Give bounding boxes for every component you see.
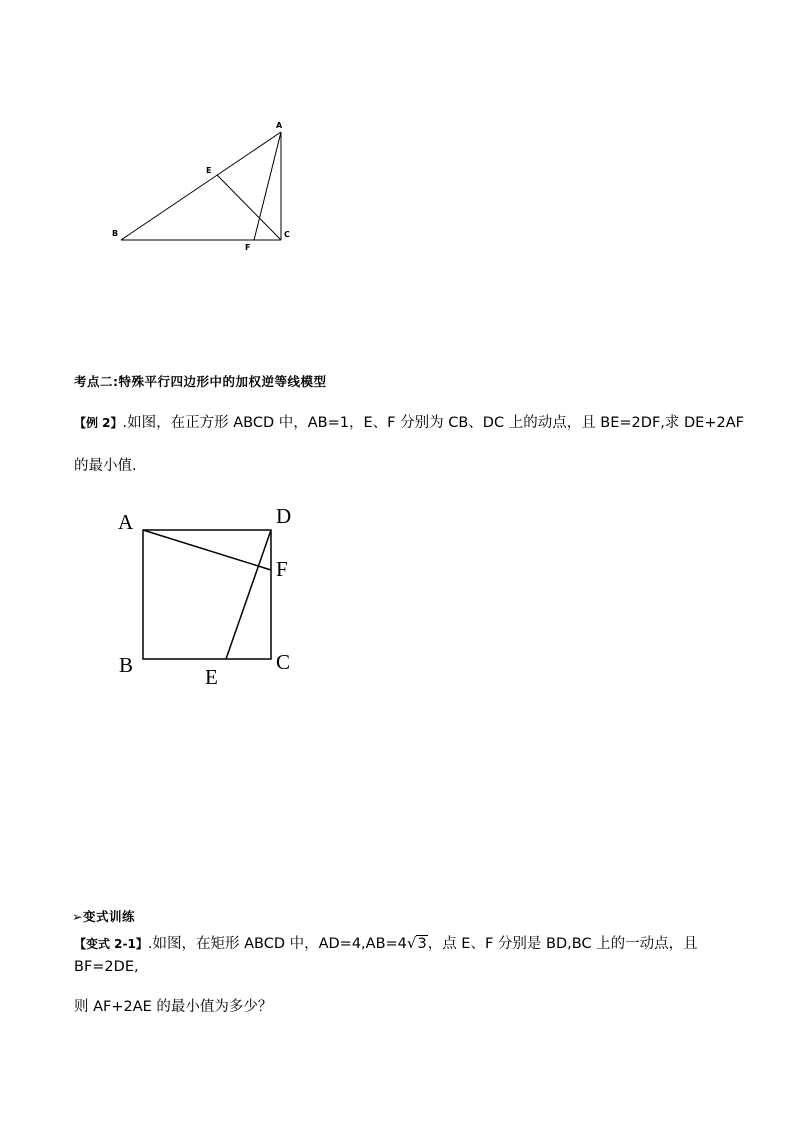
example-tag: 【例 2】 [74,416,123,430]
variant-text-b: ，点 E、F 分别是 BD,BC 上的一动点，且 [427,936,698,952]
label-f: F [245,243,251,252]
triangle-figure [100,110,310,260]
label-c: C [284,230,290,239]
label-b: B [119,653,134,677]
segment-ab [121,132,281,240]
segment-af [143,530,271,570]
label-b: B [112,229,119,238]
variant-heading-text: 变式训练 [82,909,135,924]
example-text: .如图，在正方形 ABCD 中，AB=1，E、F 分别为 CB、DC 上的动点，且 BE=2DF,求 DE+2AF [122,415,744,431]
arrow-marker-icon: ➢ [72,909,83,924]
segment-ec [217,175,281,240]
segment-de [226,530,271,659]
variant-line-1 [74,933,698,954]
label-c: C [276,650,291,674]
label-a: A [276,121,283,130]
variant-heading [72,907,135,925]
label-e: E [206,166,212,175]
sqrt-icon: √ [406,934,417,952]
variant-tag: 【变式 2-1】 [74,937,148,951]
label-a: A [118,510,134,534]
variant-line-3: 则 AF+2AE 的最小值为多少？ [74,999,273,1015]
square-figure [110,500,320,690]
variant-line-2: BF=2DE, [74,959,139,975]
label-e: E [205,665,218,689]
section-heading: 考点二:特殊平行四边形中的加权逆等线模型 [74,374,327,389]
example-2-line-1 [74,413,744,433]
example-2-line-2: 的最小值. [74,458,137,474]
label-d: D [276,504,292,528]
segment-af [254,132,281,240]
label-f: F [276,557,288,581]
sqrt-argument: 3 [417,936,427,952]
variant-text-a: .如图，在矩形 ABCD 中，AD=4,AB=4 [147,936,407,952]
sqrt-expression [407,933,428,954]
